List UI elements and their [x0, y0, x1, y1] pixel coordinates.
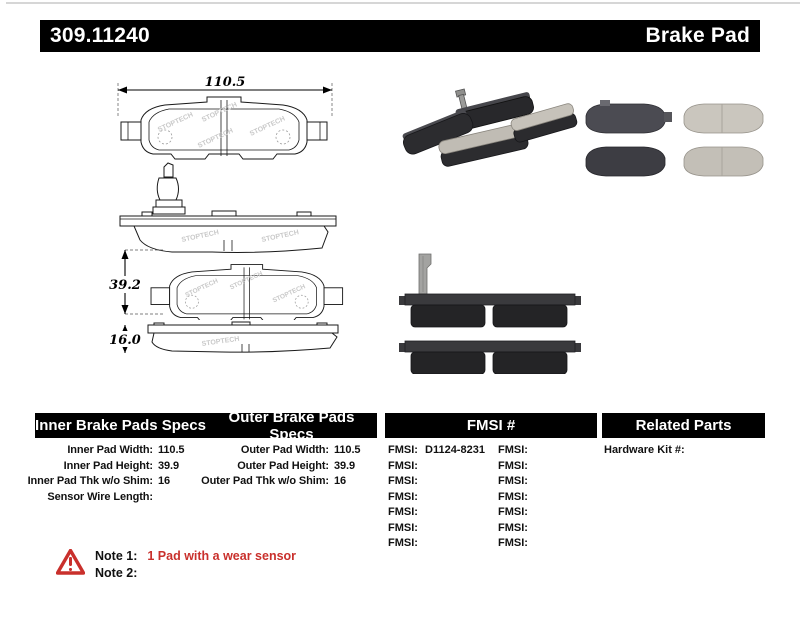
part-number: 309.11240	[50, 24, 150, 47]
watermark: STOPTECH	[201, 335, 240, 348]
fmsi-label: FMSI:	[498, 459, 528, 472]
related-parts-header-bar	[602, 413, 765, 438]
spec-value: 110.5	[334, 444, 361, 456]
fmsi-label: FMSI:	[388, 444, 418, 456]
fmsi-row	[388, 490, 600, 506]
note-2-label: Note 2:	[95, 566, 138, 580]
fmsi-label: FMSI:	[498, 506, 528, 518]
fmsi-row	[388, 521, 600, 537]
fmsi-row	[388, 459, 600, 475]
drawing-pad-face-width	[104, 74, 344, 164]
spec-label: Sensor Wire Length:	[47, 490, 153, 503]
fmsi-label: FMSI:	[498, 537, 528, 549]
related-part-row	[604, 443, 689, 459]
spec-label: Inner Pad Thk w/o Shim:	[27, 475, 153, 487]
fmsi-label: FMSI:	[388, 459, 418, 472]
spec-value: 110.5	[158, 444, 185, 456]
fmsi-title: FMSI #	[466, 417, 516, 434]
photo-pad-set-angled	[393, 86, 579, 192]
watermark: STOPTECH	[156, 111, 195, 134]
related-part-value	[685, 443, 689, 459]
warning-triangle-icon	[56, 549, 85, 576]
fmsi-value	[535, 474, 600, 490]
fmsi-value	[535, 443, 600, 459]
fmsi-value	[425, 490, 498, 506]
drawing-pad-edge-thickness	[92, 318, 344, 358]
inner-spec-row	[26, 490, 204, 506]
photo-pad-edge-pair	[397, 250, 583, 374]
outer-specs-title: Outer Brake Pads Specs	[228, 408, 355, 443]
fmsi-value	[535, 459, 600, 475]
spec-value: 16	[334, 475, 347, 487]
spec-label: Inner Pad Width:	[67, 444, 153, 456]
watermark: STOPTECH	[271, 283, 307, 305]
fmsi-value	[535, 521, 600, 537]
fmsi-value	[425, 536, 498, 552]
note-2-row	[95, 565, 296, 582]
fmsi-label: FMSI:	[388, 506, 418, 518]
fmsi-value	[535, 490, 600, 506]
outer-spec-row	[200, 459, 380, 475]
inner-spec-row	[26, 474, 204, 490]
outer-specs-column	[200, 443, 380, 490]
top-divider	[6, 2, 800, 4]
related-parts-title: Related Parts	[635, 417, 732, 434]
outer-spec-row	[200, 443, 380, 459]
fmsi-column	[388, 443, 600, 552]
fmsi-header-bar	[385, 413, 597, 438]
pads-specs-header-bar	[35, 408, 377, 443]
spec-value: 16	[158, 475, 171, 487]
note-1-text: 1 Pad with a wear sensor	[147, 549, 297, 563]
fmsi-label: FMSI:	[388, 537, 418, 549]
related-parts-column	[604, 443, 689, 459]
fmsi-value	[535, 536, 600, 552]
fmsi-label: FMSI:	[388, 490, 418, 503]
watermark: STOPTECH	[228, 270, 264, 292]
spec-value: 39.9	[158, 459, 180, 472]
drawing-pad-face-height	[92, 244, 344, 320]
outer-spec-row	[200, 474, 380, 490]
fmsi-value	[425, 505, 498, 521]
fmsi-label: FMSI:	[498, 475, 528, 487]
fmsi-label: FMSI:	[498, 444, 528, 456]
fmsi-row	[388, 536, 600, 552]
height-dimension-label: 39.2	[109, 278, 141, 293]
note-1-row	[95, 548, 296, 565]
product-type: Brake Pad	[645, 24, 750, 47]
inner-spec-row	[26, 443, 204, 459]
spec-label: Outer Pad Height:	[237, 459, 329, 472]
notes-section	[95, 548, 296, 582]
spec-label: Inner Pad Height:	[63, 459, 153, 472]
watermark: STOPTECH	[180, 229, 220, 244]
thickness-dimension-label: 16.0	[109, 333, 141, 348]
inner-specs-column	[26, 443, 204, 505]
fmsi-row	[388, 505, 600, 521]
drawing-pad-edge-sensor	[112, 160, 344, 256]
fmsi-value	[535, 505, 600, 521]
watermark: STOPTECH	[196, 127, 235, 150]
watermark: STOPTECH	[260, 229, 300, 244]
spec-value	[153, 490, 204, 506]
fmsi-value	[425, 474, 498, 490]
fmsi-label: FMSI:	[498, 490, 528, 503]
note-1-label: Note 1:	[95, 549, 138, 563]
fmsi-row	[388, 443, 600, 459]
title-bar	[40, 20, 760, 52]
spec-label: Outer Pad Width:	[240, 444, 329, 456]
inner-specs-title: Inner Brake Pads Specs	[35, 417, 206, 434]
watermark: STOPTECH	[248, 115, 287, 138]
photo-pad-set-front-back	[576, 88, 772, 190]
fmsi-value	[425, 459, 498, 475]
related-part-label: Hardware Kit #:	[604, 444, 685, 456]
spec-label: Outer Pad Thk w/o Shim:	[201, 475, 329, 487]
watermark: STOPTECH	[184, 277, 220, 299]
fmsi-label: FMSI:	[498, 521, 528, 534]
fmsi-value	[425, 521, 498, 537]
fmsi-value: D1124-8231	[425, 444, 485, 456]
inner-spec-row	[26, 459, 204, 475]
fmsi-label: FMSI:	[388, 521, 418, 534]
spec-value: 39.9	[334, 459, 356, 472]
fmsi-label: FMSI:	[388, 475, 418, 487]
fmsi-row	[388, 474, 600, 490]
width-dimension-label: 110.5	[204, 75, 246, 90]
watermark: STOPTECH	[200, 101, 239, 124]
